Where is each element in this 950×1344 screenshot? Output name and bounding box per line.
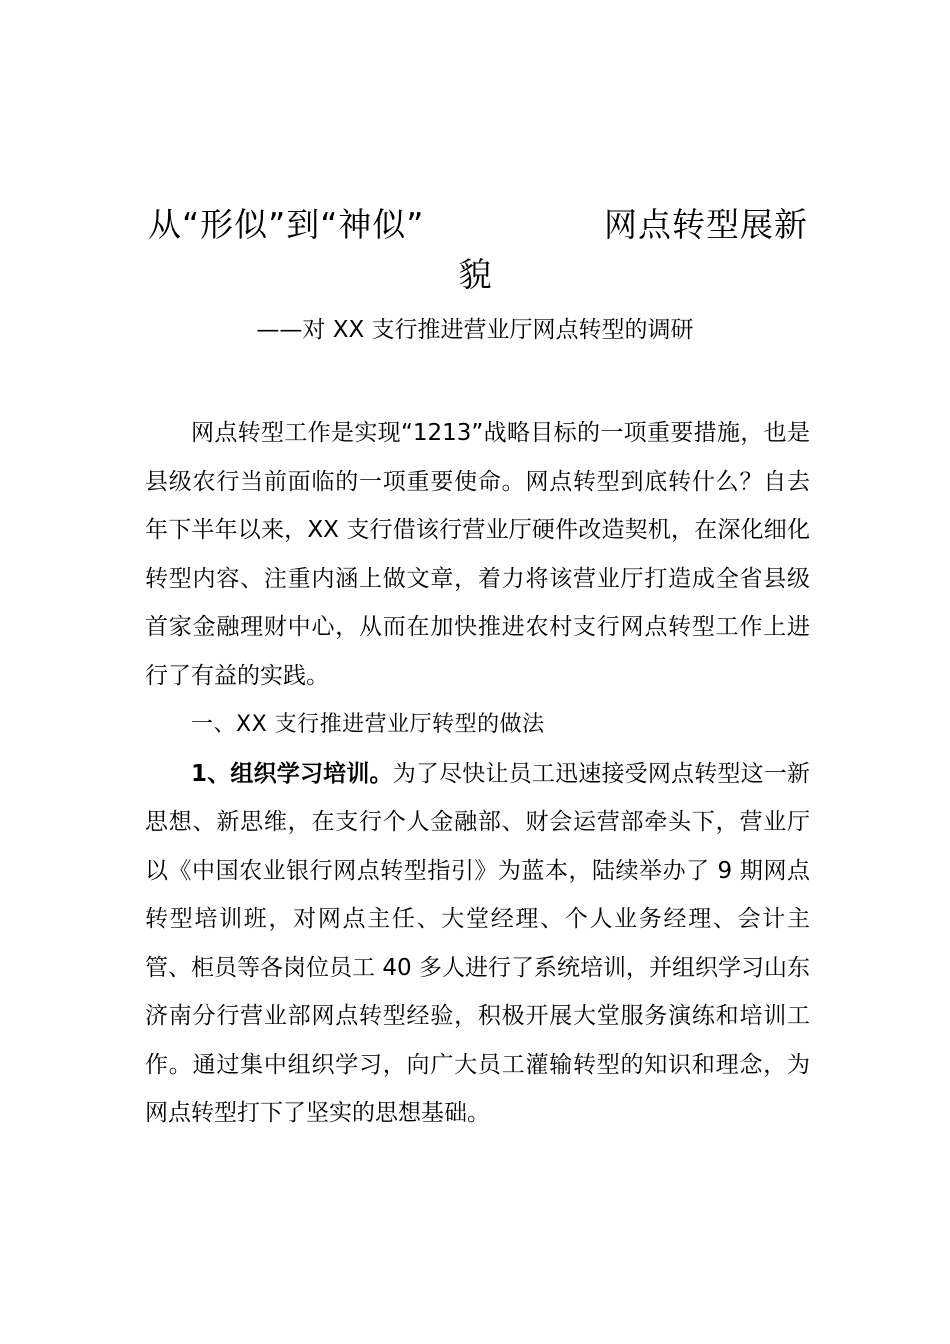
title-part-1: 从“形似”到“神似” [148, 205, 425, 244]
item-lead: 1、组织学习培训。 [191, 760, 393, 787]
title-part-2: 网点转型展新 [604, 205, 808, 244]
item-paragraph [145, 750, 810, 1138]
section-heading: 一、XX 支行推进营业厅转型的做法 [191, 712, 545, 737]
item-body: 为了尽快让员工迅速接受网点转型这一新思想、新思维，在支行个人金融部、财会运营部牵头下，营业厅以《中国农业银行网点转型指引》为蓝本，陆续举办了 9 期网点转型培训班，对网点主任、大堂经理、个人业务经理、会计主管、柜员等各岗位员工 40 多人进行了系统培训，并组织学习山东济南分行营业部网点转型经验，积极开展大堂服务演练和培训工作。通过集中组织学习，向广大员工灌输转型的知识和理念，为网点转型打下了坚实的思想基础。 [145, 760, 810, 1126]
document-title [148, 200, 808, 250]
intro-paragraph: 网点转型工作是实现“1213”战略目标的一项重要措施，也是县级农行当前面临的一项重要使命。网点转型到底转什么？自去年下半年以来，XX 支行借该行营业厅硬件改造契机，在深化细化转型内容、注重内涵上做文章，着力将该营业厅打造成全省县级首家金融理财中心，从而在加快推进农村支行网点转型工作上进行了有益的实践。 [145, 420, 810, 689]
document-subtitle: ——对 XX 支行推进营业厅网点转型的调研 [256, 317, 694, 343]
document-body [145, 409, 810, 1138]
document-title-continuation: 貌 [458, 255, 492, 294]
